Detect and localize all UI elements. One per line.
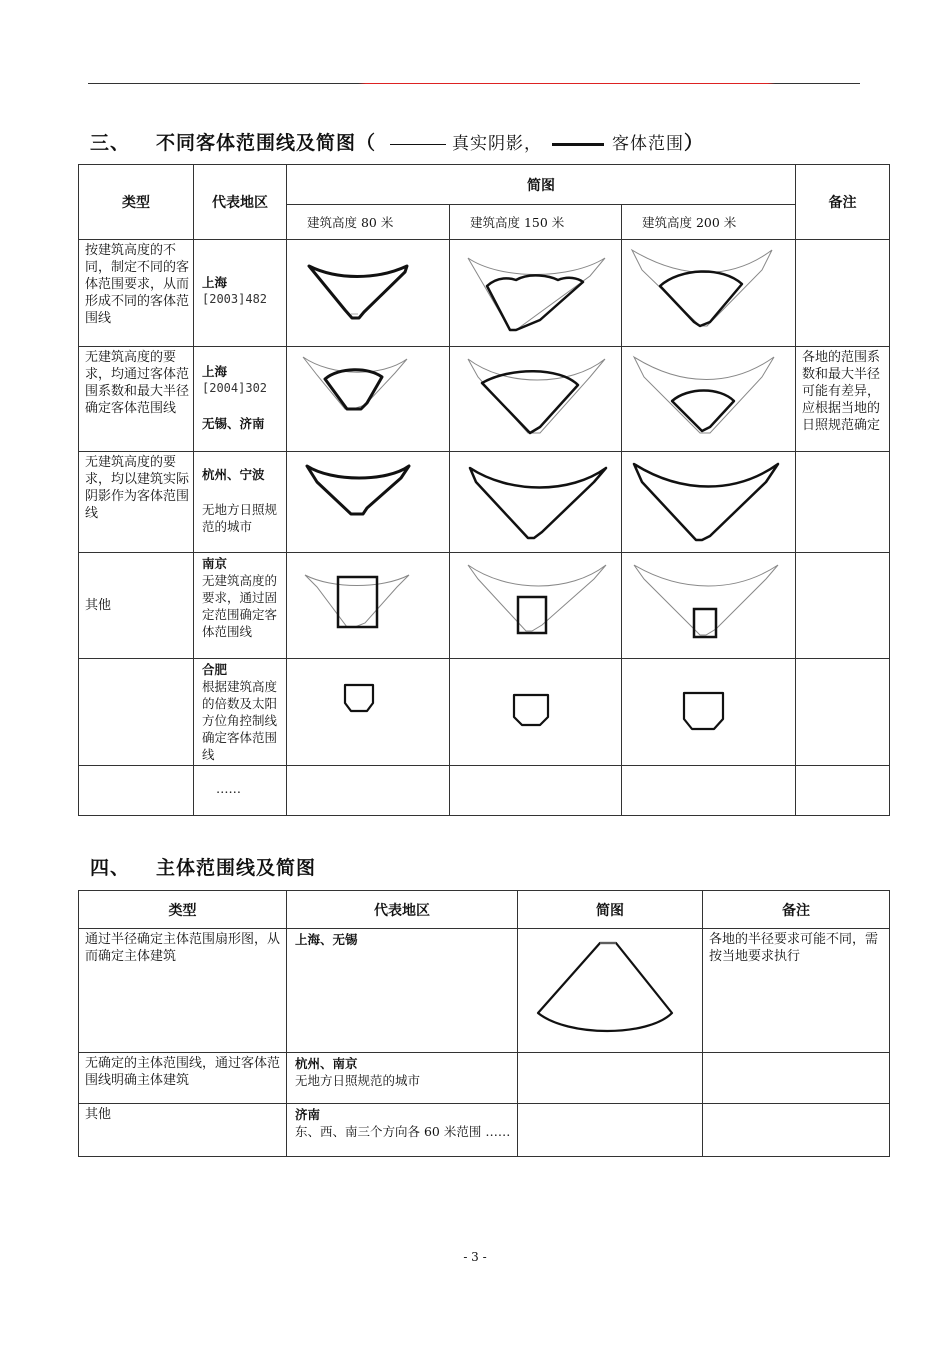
region-desc: 东、西、南三个方向各 60 米范围 xyxy=(295,1124,482,1139)
row-note xyxy=(796,240,889,242)
table-row xyxy=(79,766,890,816)
section3-title xyxy=(90,128,704,155)
header-rule xyxy=(88,83,860,84)
region-name: 上海 xyxy=(202,364,228,379)
table-row xyxy=(79,659,890,766)
region-name: 上海、无锡 xyxy=(295,932,358,947)
region-name: 合肥 xyxy=(202,662,228,677)
region-code: [2003]482 xyxy=(202,292,268,306)
diagram-shanghai-200 xyxy=(622,240,795,346)
row-note xyxy=(796,553,889,555)
region-name: 济南 xyxy=(295,1107,321,1122)
diagram-hefei-200 xyxy=(622,659,795,765)
th-diagram: 简图 xyxy=(518,891,703,929)
row-note xyxy=(796,659,889,661)
region-name: …… xyxy=(216,781,241,796)
diagram-hefei-80 xyxy=(287,659,449,765)
row-note xyxy=(796,452,889,454)
region-extra: 无锡、济南 xyxy=(202,416,265,431)
legend-range-label: 客体范围 xyxy=(612,134,685,154)
th-type: 类型 xyxy=(79,891,287,929)
region-code: [2004]302 xyxy=(202,381,268,395)
row-type xyxy=(79,659,193,661)
diagram-nanjing-200 xyxy=(622,553,795,658)
table-row xyxy=(79,553,890,659)
th-height-150: 建筑高度 150 米 xyxy=(450,205,622,240)
section4-table xyxy=(78,890,890,1157)
section3-title-text: 不同客体范围线及简图 xyxy=(156,132,357,154)
region-name: 杭州、南京 xyxy=(295,1056,358,1071)
row-type: 无建筑高度的要求，均以建筑实际阴影作为客体范围线 xyxy=(85,455,190,521)
legend-thick-line xyxy=(552,143,604,146)
row-note: 各地的半径要求可能不同，需按当地要求执行 xyxy=(709,932,879,964)
diagram-wuxi-80 xyxy=(287,347,449,451)
diagram-hangzhou-150 xyxy=(450,452,621,552)
row-type xyxy=(79,766,193,768)
diagram-hangzhou-80 xyxy=(287,452,449,552)
diagram-shanghai-80 xyxy=(287,240,449,346)
row-type: 其他 xyxy=(85,1107,112,1122)
row-note xyxy=(796,766,889,768)
section4-number: 四、 xyxy=(90,857,131,879)
table-row xyxy=(79,1104,890,1157)
table-row xyxy=(79,240,890,347)
table-row xyxy=(79,347,890,452)
diagram-hefei-150 xyxy=(450,659,621,765)
region-name: 杭州、宁波 xyxy=(202,467,265,482)
row-type: 其他 xyxy=(85,598,112,613)
legend-close: ） xyxy=(684,132,705,154)
row-type: 无确定的主体范围线，通过客体范围线明确主体建筑 xyxy=(85,1056,281,1088)
th-note: 备注 xyxy=(796,165,890,240)
row-note xyxy=(703,1053,889,1055)
diagram-sector xyxy=(518,929,702,1052)
section3-number: 三、 xyxy=(90,132,131,154)
legend-open: （ xyxy=(356,132,377,154)
diagram-nanjing-80 xyxy=(287,553,449,658)
region-desc: 无建筑高度的要求，通过固定范围确定客体范围线 xyxy=(202,573,278,639)
row-type: 按建筑高度的不同，制定不同的客体范围要求，从而形成不同的客体范围线 xyxy=(85,243,190,326)
th-type: 类型 xyxy=(79,165,194,240)
diagram-wuxi-150 xyxy=(450,347,621,451)
diagram-wuxi-200 xyxy=(622,347,795,451)
region-name: 上海 xyxy=(202,275,228,290)
row-note: 各地的范围系数和最大半径可能有差异，应根据当地的日照规范确定 xyxy=(802,350,881,433)
th-region: 代表地区 xyxy=(194,165,287,240)
region-desc: 根据建筑高度的倍数及太阳方位角控制线确定客体范围线 xyxy=(202,679,278,762)
legend-shadow-label: 真实阴影， xyxy=(452,134,543,154)
th-height-200: 建筑高度 200 米 xyxy=(622,205,796,240)
table-row xyxy=(79,1053,890,1104)
diagram-nanjing-150 xyxy=(450,553,621,658)
section3-table xyxy=(78,164,890,816)
region-desc: 无地方日照规范的城市 xyxy=(295,1073,421,1088)
row-type: 通过半径确定主体范围扇形图，从而确定主体建筑 xyxy=(85,932,281,964)
region-desc: 无地方日照规范的城市 xyxy=(202,502,278,534)
row-note xyxy=(703,1104,889,1106)
region-more: …… xyxy=(485,1124,511,1139)
th-note: 备注 xyxy=(703,891,890,929)
section4-title xyxy=(90,853,316,880)
legend-thin-line xyxy=(390,144,446,145)
diagram-shanghai-150 xyxy=(450,240,621,346)
table-row xyxy=(79,929,890,1053)
th-region: 代表地区 xyxy=(287,891,518,929)
row-type: 无建筑高度的要求，均通过客体范围系数和最大半径确定客体范围线 xyxy=(85,350,190,416)
page-number: - 3 - xyxy=(463,1250,487,1264)
table-row xyxy=(79,452,890,553)
th-diagram: 简图 xyxy=(287,165,796,205)
section4-title-text: 主体范围线及简图 xyxy=(156,857,317,879)
th-height-80: 建筑高度 80 米 xyxy=(287,205,450,240)
diagram-hangzhou-200 xyxy=(622,452,795,552)
region-name: 南京 xyxy=(202,556,228,571)
